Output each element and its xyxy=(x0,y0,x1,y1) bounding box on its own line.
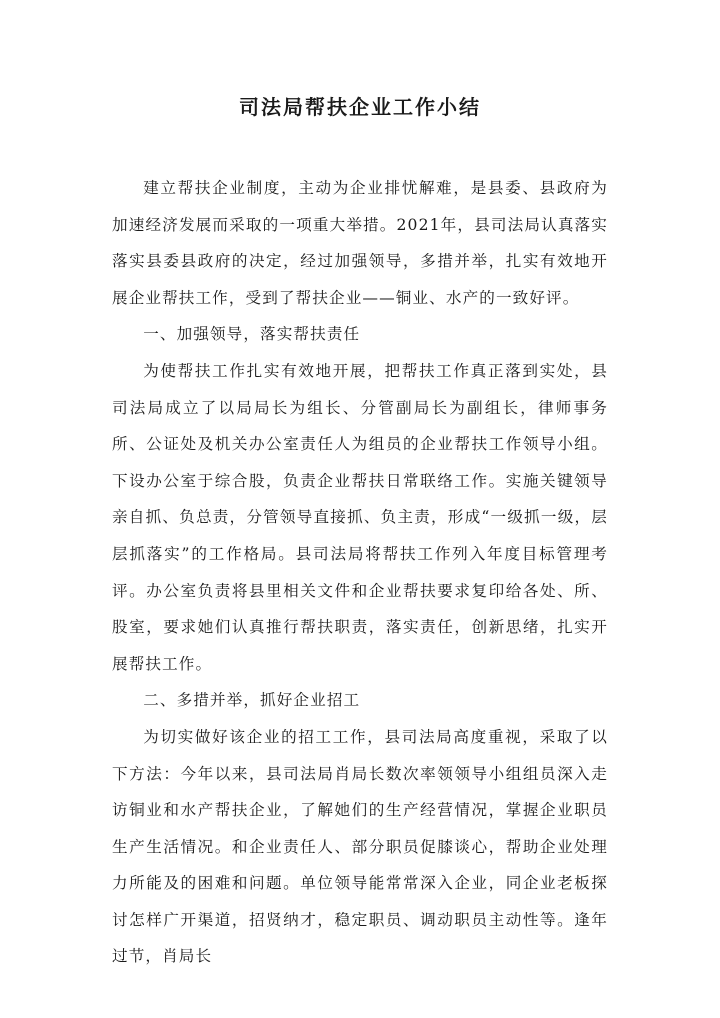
paragraph-intro: 建立帮扶企业制度，主动为企业排忧解难，是县委、县政府为加速经济发展而采取的一项重大举措。2021年，县司法局认真落实落实县委县政府的决定，经过加强领导，多措并举，扎实有效地开展企业帮扶工作，受到了帮扶企业——铜业、水产的一致好评。 xyxy=(112,179,608,307)
paragraph-section-2: 为切实做好该企业的招工工作，县司法局高度重视，采取了以下方法：今年以来，县司法局肖局长数次率领领导小组组员深入走访铜业和水产帮扶企业，了解她们的生产经营情况，掌握企业职员生产生活情况。和企业责任人、部分职员促膝谈心，帮助企业处理力所能及的困难和问题。单位领导能常常深入企业，同企业老板探讨怎样广开渠道，招贤纳才，稳定职员、调动职员主动性等。逢年过节，肖局长 xyxy=(112,727,608,966)
paragraph-section-1: 为使帮扶工作扎实有效地开展，把帮扶工作真正落到实处，县司法局成立了以局局长为组长、分管副局长为副组长，律师事务所、公证处及机关办公室责任人为组员的企业帮扶工作领导小组。下设办公室于综合股，负责企业帮扶日常联络工作。实施关键领导亲自抓、负总责，分管领导直接抓、负主责，形成“一级抓一级，层层抓落实”的工作格局。县司法局将帮扶工作列入年度目标管理考评。办公室负责将县里相关文件和企业帮扶要求复印给各处、所、股室，要求她们认真推行帮扶职责，落实责任，创新思绪，扎实开展帮扶工作。 xyxy=(112,361,608,673)
section-heading-1: 一、加强领导，落实帮扶责任 xyxy=(143,325,361,344)
document-title: 司法局帮扶企业工作小结 xyxy=(239,95,481,119)
document-body xyxy=(112,170,608,975)
section-heading-2: 二、多措并举，抓好企业招工 xyxy=(143,691,361,710)
